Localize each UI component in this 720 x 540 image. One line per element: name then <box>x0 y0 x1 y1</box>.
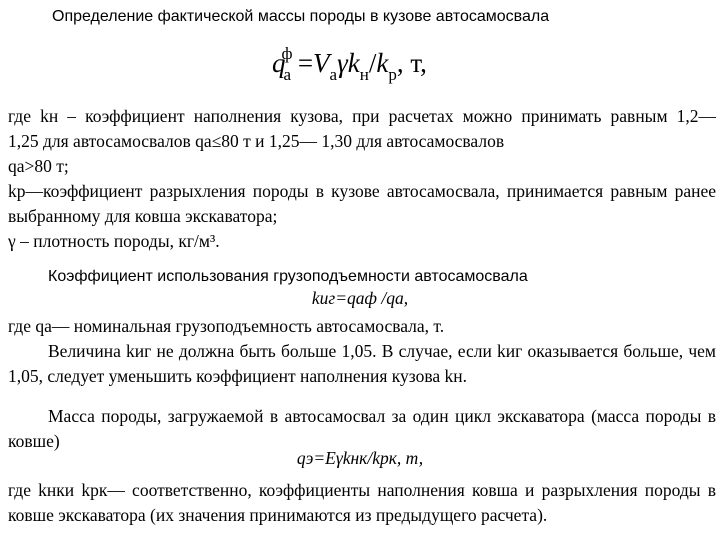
formula-actual-mass <box>272 44 427 84</box>
formula-k: k <box>347 48 360 78</box>
paragraph-bucket-mass <box>8 404 716 454</box>
paragraph-bucket-coefficients <box>8 478 716 528</box>
formula-eq: = <box>297 48 314 78</box>
formula-q-sup: ф <box>281 44 293 63</box>
text-line: Коэффициент использования грузоподъемности автосамосвала <box>48 268 528 285</box>
formula-k-sub: н <box>359 65 369 84</box>
formula-k2: k <box>376 48 389 78</box>
text-line: где qа— номинальная грузоподъемность автосамосвала, т. <box>8 316 445 336</box>
formula-v: V <box>313 48 330 78</box>
formula-bucket-mass: qэ=Eγkнк/kрк, т, <box>296 448 424 468</box>
text-line: 1,25 для автосамосвалов qа≤80 т и 1,25— 1,30 для автосамосвалов <box>8 131 505 151</box>
text-line: ковше) <box>8 431 60 451</box>
text-line: Масса породы, загружаемой в автосамосвал за один цикл экскаватора (масса породы в <box>48 406 716 426</box>
text-line: ковше экскаватора (их значения принимаются из предыдущего расчета). <box>8 505 548 525</box>
formula-q-sub: а <box>283 65 292 84</box>
text-line: γ – плотность породы, кг/м³. <box>8 231 220 251</box>
formula-gamma: γ <box>337 48 348 78</box>
text-line: Величина kиг не должна быть больше 1,05. В случае, если kиг оказывается больше, чем <box>48 341 716 361</box>
heading-utilization <box>48 264 648 289</box>
formula-slash: / <box>368 48 377 78</box>
formula-unit: , т, <box>396 48 427 78</box>
paragraph-fill-coefficient <box>8 104 716 254</box>
text-line: 1,05, следует уменьшить коэффициент наполнения кузова kн. <box>8 366 468 386</box>
text-line: где kнки kрк— соответственно, коэффициенты наполнения ковша и разрыхления породы в <box>8 480 716 500</box>
text-line: выбранному для ковша экскаватора; <box>8 206 278 226</box>
text-line: где kн – коэффициент наполнения кузова, при расчетах можно принимать равным 1,2— <box>8 106 716 126</box>
formula-k2-sub: р <box>388 65 397 84</box>
formula-utilization: kиг=qаф /qа, <box>311 288 409 308</box>
slide-title: Определение фактической массы породы в кузове автосамосвала <box>52 8 550 25</box>
text-line: qа>80 т; <box>8 156 69 176</box>
formula-q: q <box>272 48 286 78</box>
paragraph-utilization <box>8 314 716 389</box>
text-line: kр—коэффициент разрыхления породы в кузове автосамосвала, принимается равным ранее <box>8 181 716 201</box>
formula-v-sub: а <box>329 65 338 84</box>
